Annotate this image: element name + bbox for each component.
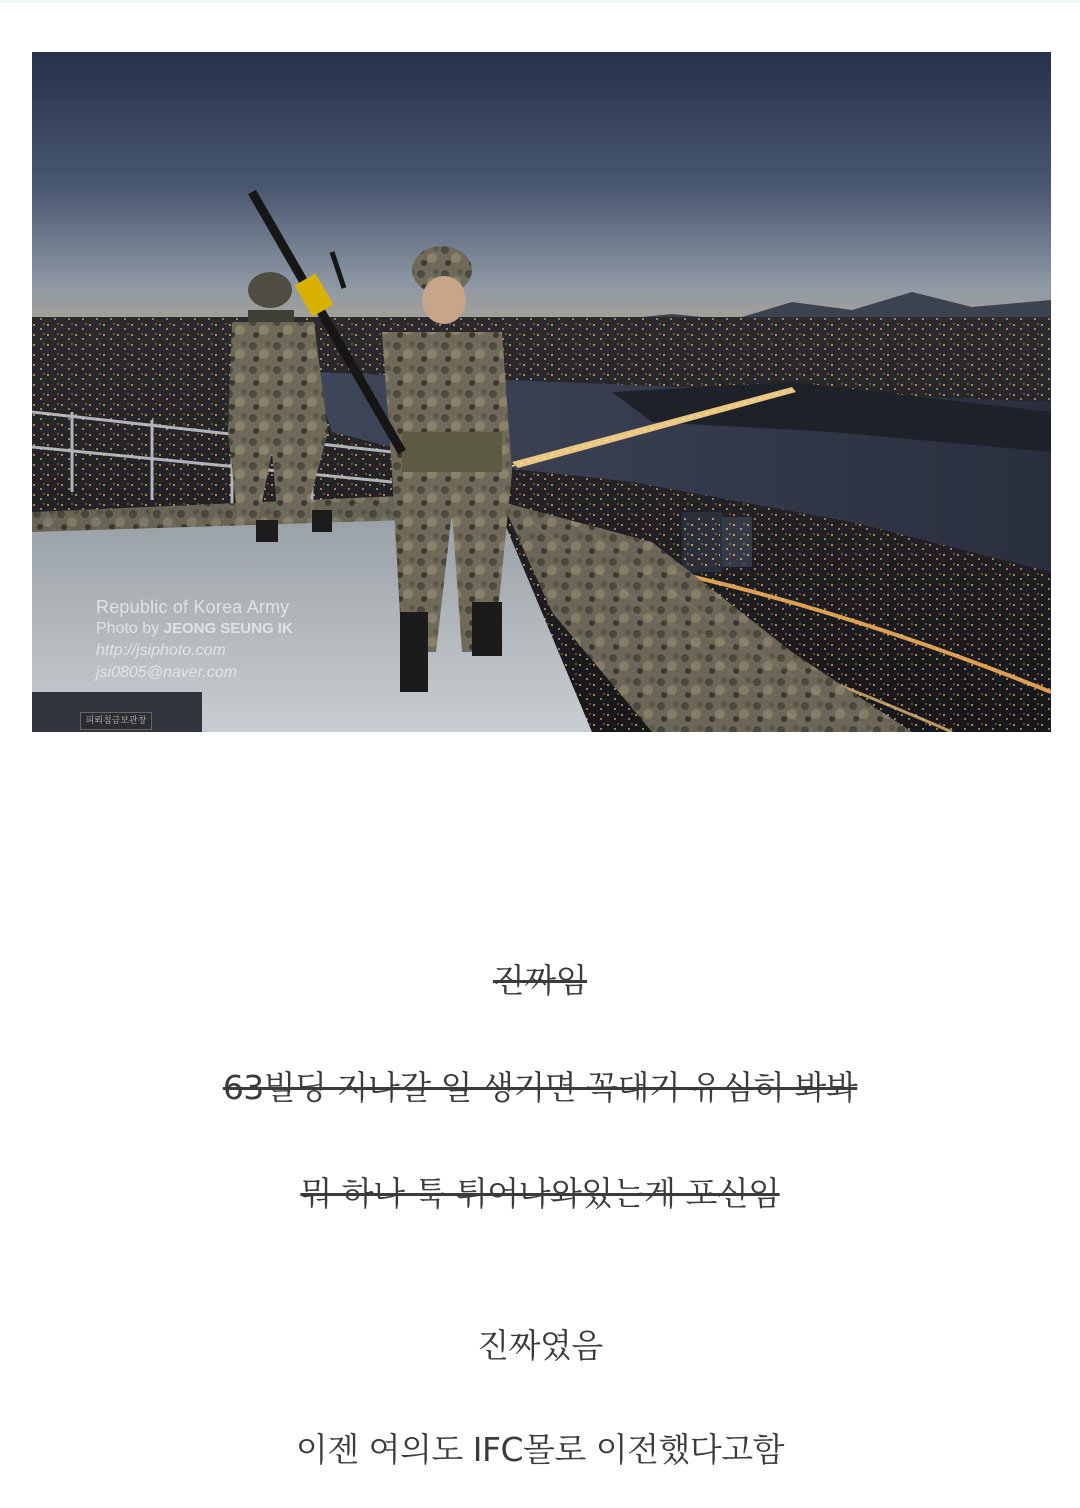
post-line-1: 진짜임 xyxy=(492,961,588,1000)
post-photo[interactable] xyxy=(32,52,1051,732)
watermark-credit-prefix: Photo by xyxy=(96,620,164,637)
post-line-2: 63빌딩 지나갈 일 생기면 꼭대기 유심히 봐봐 xyxy=(222,1068,858,1107)
post-line-4: 진짜였음 xyxy=(477,1326,603,1365)
watermark-photographer: JEONG SEUNG IK xyxy=(163,620,293,637)
photo-watermark xyxy=(96,596,293,684)
watermark-credit xyxy=(96,618,293,640)
watermark-url: http://jsiphoto.com xyxy=(96,642,226,659)
watermark-title: Republic of Korea Army xyxy=(96,597,290,617)
watermark-email: jsi0805@naver.com xyxy=(96,664,238,681)
roof-sign: 피뢰침금보관창 xyxy=(80,712,152,730)
post-line-5: 이젠 여의도 IFC몰로 이전했다고함 xyxy=(295,1430,785,1469)
top-divider xyxy=(0,0,1080,3)
post-line-3: 뭐 하나 툭 튀어나와있는게 포신임 xyxy=(300,1174,780,1213)
